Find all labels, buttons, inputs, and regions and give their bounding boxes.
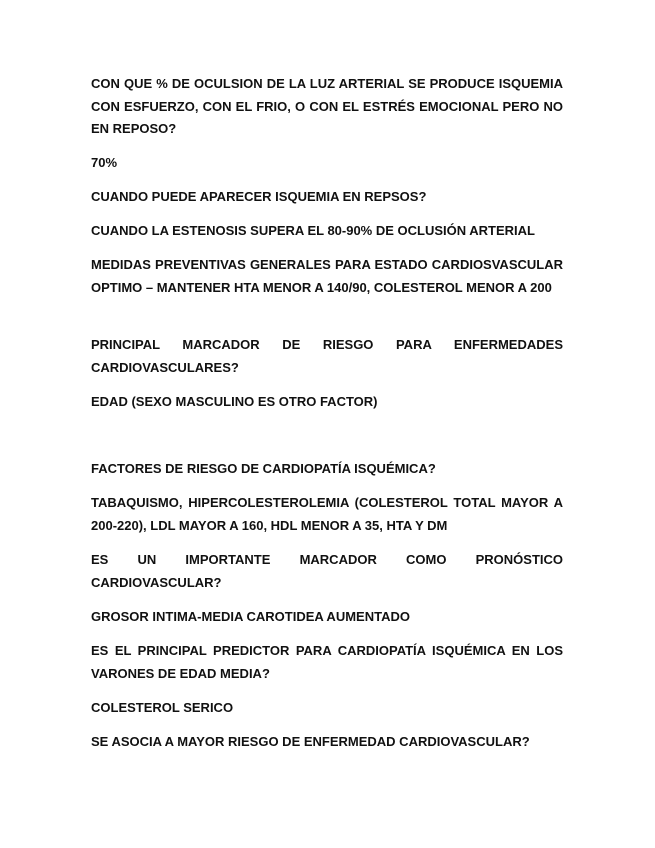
question-occlusion-percentage: CON QUE % DE OCULSION DE LA LUZ ARTERIAL SE PRODUCE ISQUEMIA CON ESFUERZO, CON EL FRIO, O CON EL ESTRÉS EMOCIONAL PERO NO EN REPOSO? [91, 76, 563, 137]
question-risk-factors: FACTORES DE RIESGO DE CARDIOPATÍA ISQUÉMICA? [91, 461, 436, 476]
answer-rest-ischemia: CUANDO LA ESTENOSIS SUPERA EL 80-90% DE OCLUSIÓN ARTERIAL [91, 223, 535, 238]
question-prognostic-marker: ES UN IMPORTANTE MARCADOR COMO PRONÓSTICO CARDIOVASCULAR? [91, 552, 563, 590]
question-rest-ischemia: CUANDO PUEDE APARECER ISQUEMIA EN REPSOS? [91, 189, 427, 204]
answer-risk-factors: TABAQUISMO, HIPERCOLESTEROLEMIA (COLESTEROL TOTAL MAYOR A 200-220), LDL MAYOR A 160, HDL MENOR A 35, HTA Y DM [91, 495, 563, 533]
question-cardiovascular-risk: SE ASOCIA A MAYOR RIESGO DE ENFERMEDAD CARDIOVASCULAR? [91, 734, 530, 749]
question-main-risk-marker: PRINCIPAL MARCADOR DE RIESGO PARA ENFERMEDADES CARDIOVASCULARES? [91, 337, 563, 375]
answer-occlusion-percentage: 70% [91, 155, 118, 170]
question-main-predictor: ES EL PRINCIPAL PREDICTOR PARA CARDIOPATÍA ISQUÉMICA EN LOS VARONES DE EDAD MEDIA? [91, 643, 563, 681]
answer-prognostic-marker: GROSOR INTIMA-MEDIA CAROTIDEA AUMENTADO [91, 609, 410, 624]
answer-main-risk-marker: EDAD (SEXO MASCULINO ES OTRO FACTOR) [91, 394, 378, 409]
preventive-measures-text: MEDIDAS PREVENTIVAS GENERALES PARA ESTADO CARDIOSVASCULAR OPTIMO – MANTENER HTA MENOR A 140/90, COLESTEROL MENOR A 200 [91, 257, 563, 295]
answer-main-predictor: COLESTEROL SERICO [91, 700, 234, 715]
